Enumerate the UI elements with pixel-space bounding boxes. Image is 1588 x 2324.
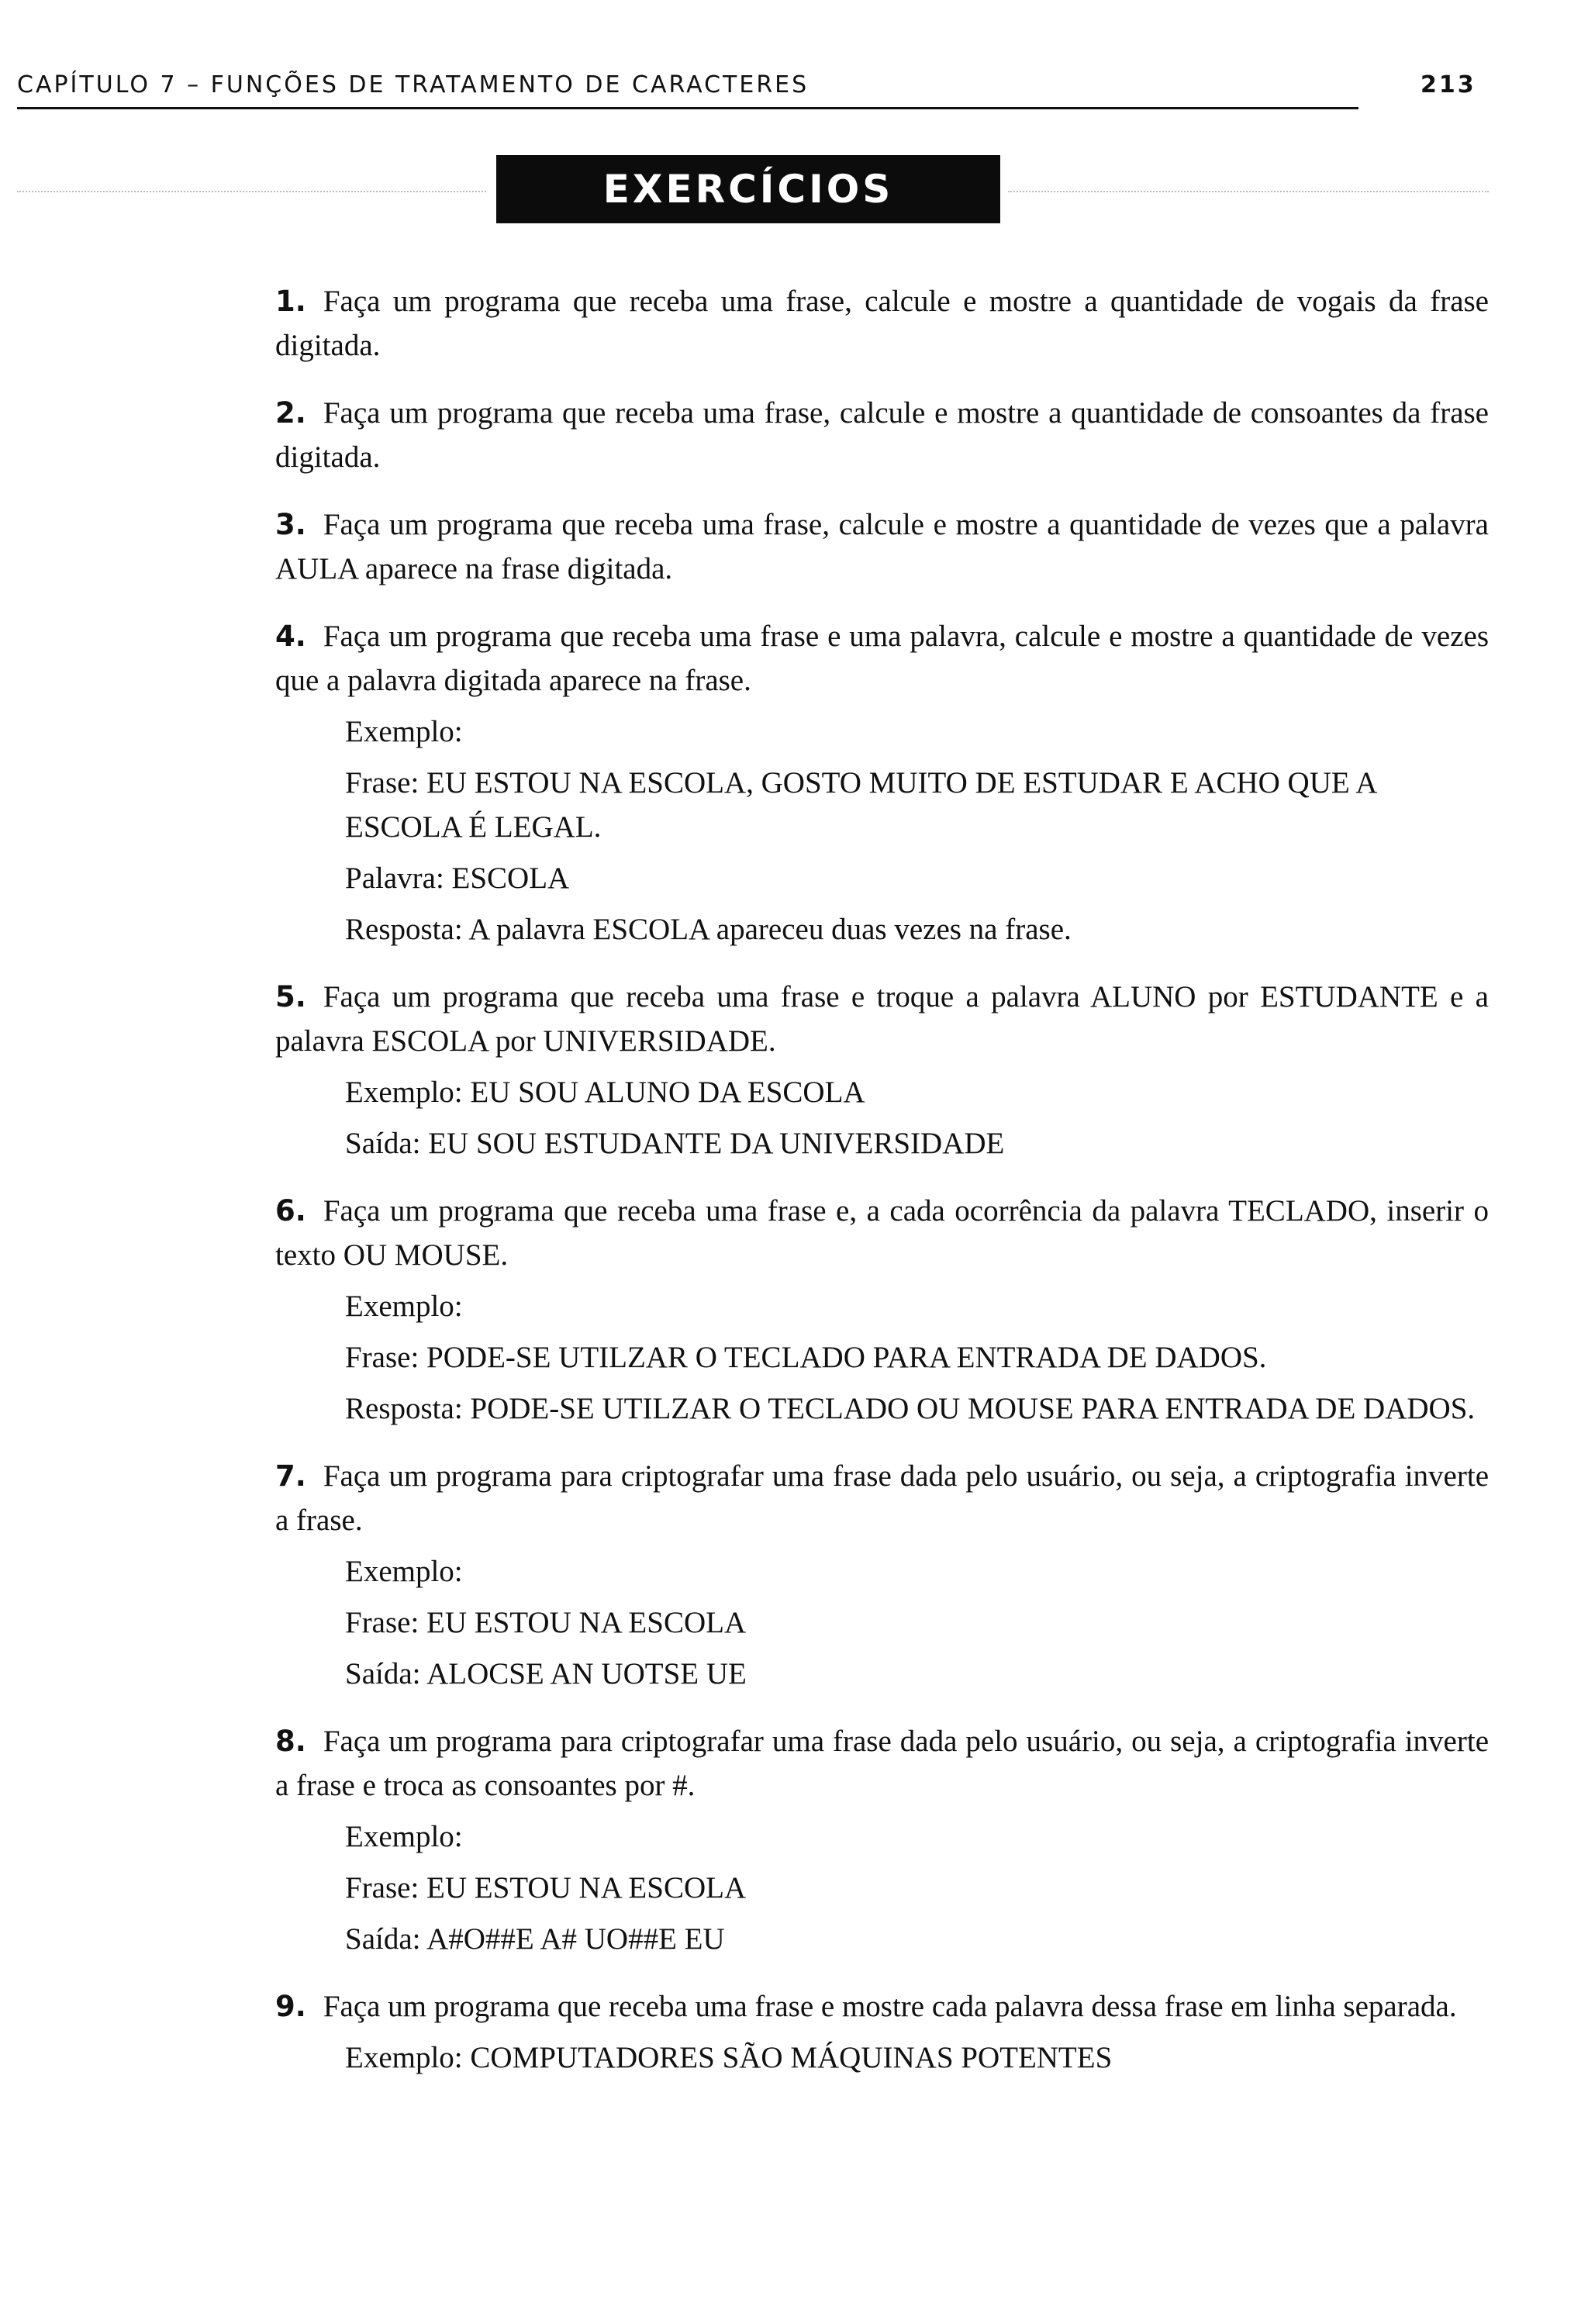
- example-line: Resposta: PODE-SE UTILZAR O TECLADO OU MOUSE PARA ENTRADA DE DADOS.: [345, 1392, 1476, 1425]
- header-rule: [17, 107, 1358, 109]
- example-line: Exemplo:: [345, 1290, 463, 1323]
- exercise-statement: [275, 1189, 1489, 1277]
- exercise-statement: [275, 1454, 1489, 1542]
- exercise-statement: [275, 1984, 1489, 2029]
- exercise-item: [275, 975, 1489, 1165]
- exercise-statement: [275, 614, 1489, 703]
- exercise-item: [275, 391, 1489, 479]
- exercise-item: [275, 614, 1489, 951]
- exercise-number: 2.: [275, 396, 306, 430]
- example-line: Exemplo:: [345, 1820, 463, 1853]
- exercise-item: [275, 502, 1489, 591]
- exercise-number: 3.: [275, 508, 306, 541]
- exercise-text: Faça um programa que receba uma frase e mostre cada palavra dessa frase em linha separada.: [323, 1990, 1457, 2023]
- exercise-number: 8.: [275, 1725, 306, 1758]
- page-number: 213: [1421, 71, 1476, 98]
- exercise-list: [275, 279, 1489, 2103]
- exercise-item: [275, 1189, 1489, 1431]
- exercise-statement: [275, 279, 1489, 368]
- example-line: Saída: A#O##E A# UO##E EU: [345, 1922, 725, 1956]
- example-line: Resposta: A palavra ESCOLA apareceu duas vezes na frase.: [345, 913, 1072, 946]
- exercise-item: [275, 1984, 1489, 2080]
- exercise-text: Faça um programa que receba uma frase, calcule e mostre a quantidade de consoantes da frase digitada.: [275, 396, 1489, 474]
- example-line: Saída: EU SOU ESTUDANTE DA UNIVERSIDADE: [345, 1127, 1005, 1160]
- exercise-text: Faça um programa que receba uma frase e uma palavra, calcule e mostre a quantidade de vezes que a palavra digitada aparece na frase.: [275, 620, 1489, 697]
- chapter-title: CAPÍTULO 7 – FUNÇÕES DE TRATAMENTO DE CARACTERES: [17, 71, 810, 98]
- example-line: Exemplo:: [345, 1555, 463, 1588]
- example-line: Palavra: ESCOLA: [345, 862, 570, 895]
- exercise-text: Faça um programa para criptografar uma frase dada pelo usuário, ou seja, a criptografia inverte a frase e troca as consoantes por #.: [275, 1725, 1489, 1802]
- section-banner: EXERCÍCIOS PROPOSTOS: [496, 155, 1000, 223]
- banner-rule-left: [17, 191, 486, 192]
- exercise-number: 1.: [275, 285, 306, 318]
- banner-rule-right: [1008, 191, 1489, 192]
- exercise-number: 7.: [275, 1459, 306, 1493]
- exercise-item: [275, 1454, 1489, 1696]
- example-line: Frase: EU ESTOU NA ESCOLA: [345, 1606, 747, 1639]
- exercise-number: 5.: [275, 980, 306, 1014]
- exercise-statement: [275, 1719, 1489, 1808]
- example-line: Exemplo: COMPUTADORES SÃO MÁQUINAS POTENTES: [345, 2041, 1113, 2074]
- exercise-text: Faça um programa para criptografar uma frase dada pelo usuário, ou seja, a criptografia inverte a frase.: [275, 1459, 1489, 1537]
- example-line: Frase: EU ESTOU NA ESCOLA, GOSTO MUITO DE ESTUDAR E ACHO QUE A ESCOLA É LEGAL.: [345, 766, 1376, 844]
- exercise-number: 6.: [275, 1194, 306, 1228]
- example-line: Frase: EU ESTOU NA ESCOLA: [345, 1871, 747, 1904]
- exercise-item: [275, 279, 1489, 368]
- exercise-text: Faça um programa que receba uma frase, calcule e mostre a quantidade de vezes que a palavra AULA aparece na frase digitada.: [275, 508, 1489, 585]
- exercise-text: Faça um programa que receba uma frase e troque a palavra ALUNO por ESTUDANTE e a palavra ESCOLA por UNIVERSIDADE.: [275, 980, 1489, 1058]
- example-line: Exemplo:: [345, 715, 463, 748]
- exercise-number: 4.: [275, 620, 306, 653]
- exercise-text: Faça um programa que receba uma frase, calcule e mostre a quantidade de vogais da frase digitada.: [275, 285, 1489, 362]
- exercise-statement: [275, 391, 1489, 479]
- exercise-statement: [275, 502, 1489, 591]
- example-line: Saída: ALOCSE AN UOTSE UE: [345, 1657, 747, 1690]
- example-line: Frase: PODE-SE UTILZAR O TECLADO PARA ENTRADA DE DADOS.: [345, 1341, 1267, 1374]
- exercise-statement: [275, 975, 1489, 1063]
- example-line: Exemplo: EU SOU ALUNO DA ESCOLA: [345, 1076, 865, 1109]
- exercise-item: [275, 1719, 1489, 1961]
- exercise-text: Faça um programa que receba uma frase e, a cada ocorrência da palavra TECLADO, inserir o texto OU MOUSE.: [275, 1194, 1489, 1272]
- exercise-number: 9.: [275, 1990, 306, 2023]
